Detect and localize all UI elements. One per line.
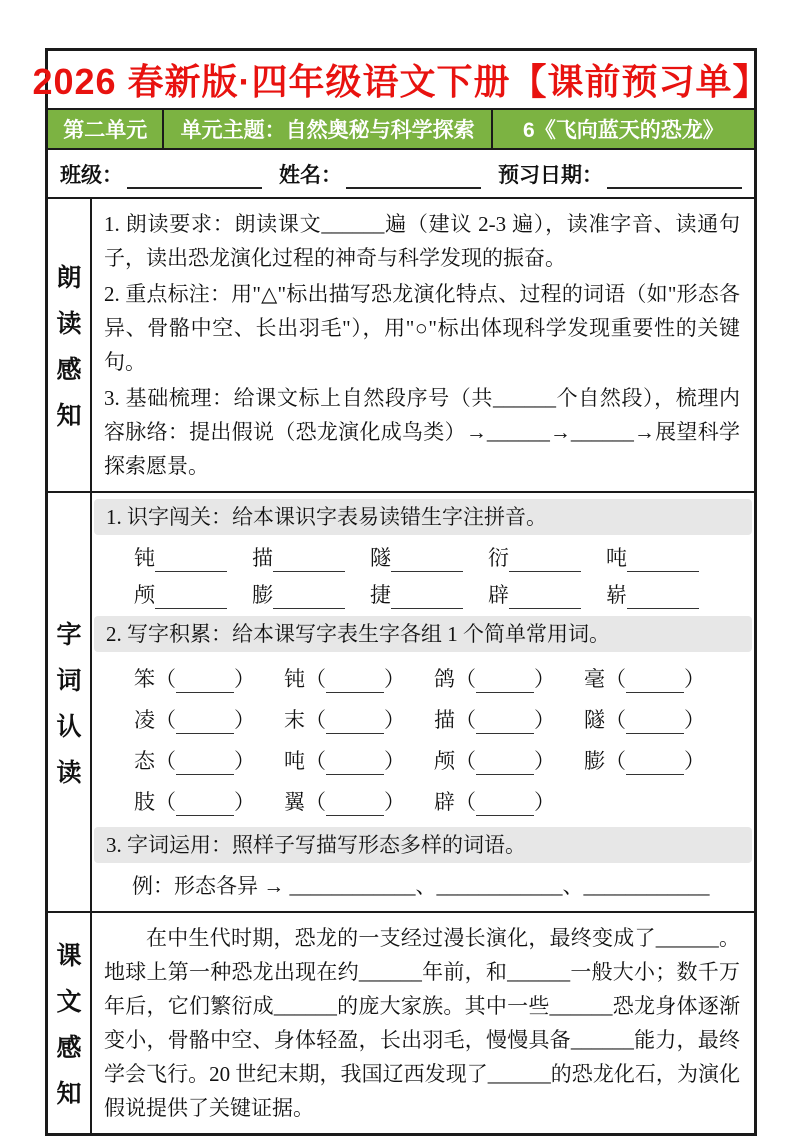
word-item [434,704,584,734]
hanzi: 钝 [134,546,155,570]
paren-close: ） [534,708,555,732]
word-item [284,663,434,693]
word-item [284,786,434,816]
paren-close: ） [684,708,705,732]
word-item [434,663,584,693]
blank-line [326,668,384,693]
blank-line [273,584,345,609]
section-words [48,493,754,913]
paren-open: （ [305,667,326,691]
section-label-char: 认 [56,713,82,741]
section-label-char: 读 [56,310,82,338]
section-passage [48,913,754,1133]
word-item [434,786,584,816]
blank-line [476,668,534,693]
paren-close: ） [384,749,405,773]
word-row-3 [92,745,754,775]
word-item [134,663,284,693]
hanzi: 描 [434,708,455,732]
hanzi: 翼 [284,790,305,814]
paren-close: ） [234,708,255,732]
hanzi: 膨 [252,583,273,607]
unit-cell: 第二单元 [48,110,164,148]
paren-open: （ [305,749,326,773]
blank-line [391,547,463,572]
reading-content [92,199,754,491]
pinyin-item [252,542,370,572]
hanzi: 凌 [134,708,155,732]
blank-line [509,547,581,572]
paren-open: （ [155,790,176,814]
hanzi: 隧 [370,546,391,570]
hanzi: 崭 [606,583,627,607]
hanzi: 毫 [584,667,605,691]
passage-content [92,913,754,1133]
paren-open: （ [455,667,476,691]
hanzi: 颅 [434,749,455,773]
example-line: 例：形态各异 → ____________、____________、____________ [132,874,710,898]
section-label-char: 课 [56,942,82,970]
hanzi: 隧 [584,708,605,732]
paren-open: （ [605,667,626,691]
pinyin-row-2 [92,579,754,609]
hanzi: 吨 [606,546,627,570]
section-label-char: 感 [56,1034,82,1062]
words-task-3-title: 3. 字词运用：照样子写描写形态多样的词语。 [94,827,752,863]
word-item [434,745,584,775]
paren-close: ） [234,749,255,773]
hanzi: 吨 [284,749,305,773]
blank-line [176,791,234,816]
blank-line [626,709,684,734]
hanzi: 笨 [134,667,155,691]
paren-open: （ [155,708,176,732]
section-label-words [48,493,92,911]
hanzi: 辟 [434,790,455,814]
hanzi: 钝 [284,667,305,691]
pinyin-item [134,542,252,572]
worksheet-sheet [32,48,770,1136]
section-label-reading [48,199,92,491]
paren-close: ） [384,667,405,691]
class-group [60,159,262,189]
hanzi: 末 [284,708,305,732]
word-row-2 [92,704,754,734]
pinyin-item [252,579,370,609]
paren-close: ） [534,667,555,691]
blank-line [626,668,684,693]
name-label: 姓名： [279,163,342,187]
blank-line [509,584,581,609]
blank-line [155,584,227,609]
hanzi: 辟 [488,583,509,607]
paren-open: （ [455,790,476,814]
word-item [284,704,434,734]
section-label-char: 字 [56,621,82,649]
date-blank [607,165,742,189]
name-group [279,159,481,189]
blank-line [326,791,384,816]
paren-open: （ [455,749,476,773]
page-title: 2026 春新版·四年级语文下册【课前预习单】 [32,61,770,102]
words-task-2-title: 2. 写字积累：给本课写字表生字各组 1 个简单常用词。 [94,616,752,652]
pinyin-item [606,542,724,572]
paren-close: ） [384,708,405,732]
paren-open: （ [605,708,626,732]
word-item [134,786,284,816]
pinyin-item [134,579,252,609]
blank-line [273,547,345,572]
section-label-char: 朗 [56,264,82,292]
hanzi: 颅 [134,583,155,607]
blank-line [326,750,384,775]
pinyin-row-1 [92,542,754,572]
pinyin-item [488,542,606,572]
blank-line [476,709,534,734]
hanzi: 描 [252,546,273,570]
hanzi: 态 [134,749,155,773]
words-task-1-title: 1. 识字闯关：给本课识字表易读错生字注拼音。 [94,499,752,535]
blank-line [476,791,534,816]
section-label-char: 读 [56,759,82,787]
hanzi: 衍 [488,546,509,570]
blank-line [627,547,699,572]
date-label: 预习日期： [498,163,603,187]
class-blank [127,165,262,189]
blank-line [176,709,234,734]
passage-text: 在中生代时期，恐龙的一支经过漫长演化，最终变成了______。地球上第一种恐龙出现在约______年前，和______一般大小；数千万年后，它们繁衍成______的庞大家族。其中一些______恐龙身体逐渐变小，骨骼中空、身体轻盈，长出羽毛，慢慢具备______能力，最终学会飞行。20 世纪末期，我国辽西发现了______的恐龙化石，为演化假说提供了关键证据。 [104,926,740,1120]
section-reading [48,199,754,493]
section-label-char: 知 [56,402,82,430]
blank-line [176,750,234,775]
pinyin-item [488,579,606,609]
hanzi: 鸽 [434,667,455,691]
word-item [134,704,284,734]
word-item [584,704,734,734]
word-item [584,745,734,775]
class-label: 班级： [60,163,123,187]
blank-line [627,584,699,609]
reading-item-3: 3. 基础梳理：给课文标上自然段序号（共______个自然段），梳理内容脉络：提出假说（恐龙演化成鸟类）→______→______→展望科学探索愿景。 [104,386,740,478]
paren-close: ） [684,667,705,691]
info-row [48,150,754,199]
words-content [92,493,754,911]
paren-open: （ [305,790,326,814]
blank-line [326,709,384,734]
reading-item-2: 2. 重点标注：用"△"标出描写恐龙演化特点、过程的词语（如"形态各异、骨骼中空、长出羽毛"），用"○"标出体现科学发现重要性的关键句。 [104,282,740,374]
hanzi: 膨 [584,749,605,773]
word-item [134,745,284,775]
pinyin-item [370,542,488,572]
paren-open: （ [155,749,176,773]
section-label-char: 文 [56,988,82,1016]
paren-open: （ [605,749,626,773]
paren-open: （ [155,667,176,691]
blank-line [626,750,684,775]
paren-close: ） [384,790,405,814]
pinyin-item [606,579,724,609]
section-label-char: 知 [56,1080,82,1108]
pinyin-item [370,579,488,609]
name-blank [346,165,481,189]
hanzi: 肢 [134,790,155,814]
paren-close: ） [534,790,555,814]
blank-line [155,547,227,572]
unit-bar [48,110,754,150]
section-label-char: 词 [56,667,82,695]
paren-close: ） [234,790,255,814]
hanzi: 捷 [370,583,391,607]
word-item [584,663,734,693]
word-row-4 [92,786,754,816]
section-label-char: 感 [56,356,82,384]
word-item [284,745,434,775]
reading-item-1: 1. 朗读要求：朗读课文______遍（建议 2-3 遍），读准字音、读通句子，读出恐龙演化过程的神奇与科学发现的振奋。 [104,212,740,270]
section-label-passage [48,913,92,1133]
title-row [32,51,770,110]
unit-theme-cell: 单元主题：自然奥秘与科学探索 [164,110,492,148]
paren-close: ） [234,667,255,691]
word-row-1 [92,663,754,693]
paren-open: （ [305,708,326,732]
blank-line [476,750,534,775]
blank-line [391,584,463,609]
paren-open: （ [455,708,476,732]
paren-close: ） [534,749,555,773]
lesson-title-cell: 6《飞向蓝天的恐龙》 [523,119,724,142]
blank-line [176,668,234,693]
paren-close: ） [684,749,705,773]
date-group [498,159,742,189]
